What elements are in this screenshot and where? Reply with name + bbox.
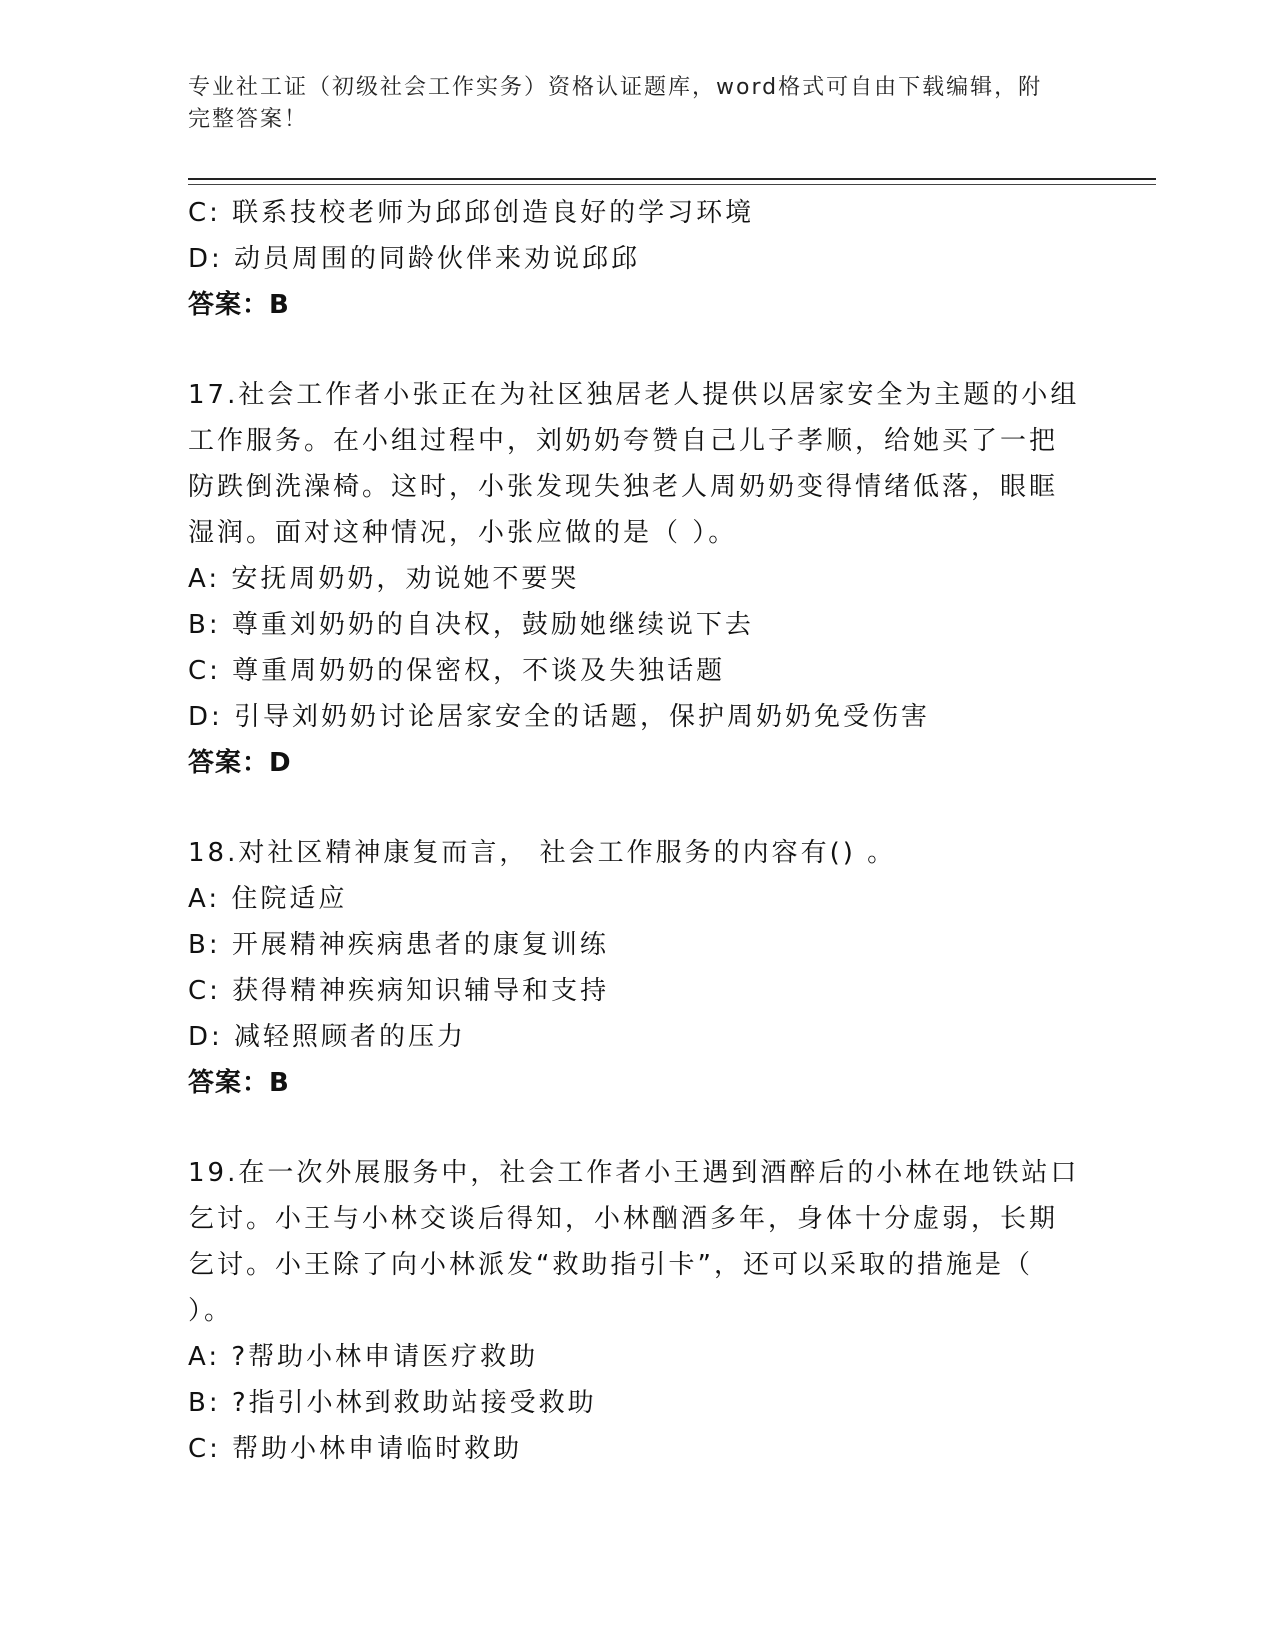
header-line-1: 专业社工证（初级社会工作实务）资格认证题库，word格式可自由下载编辑，附 [188,75,1043,100]
option-b: B: 开展精神疾病患者的康复训练 [188,930,609,960]
question-stem-line: 乞讨。小王除了向小林派发“救助指引卡”，还可以采取的措施是（ [188,1250,1033,1280]
question-stem-line: 17.社会工作者小张正在为社区独居老人提供以居家安全为主题的小组 [188,380,1080,410]
header-divider [188,178,1156,180]
option-a: A: 安抚周奶奶，劝说她不要哭 [188,564,580,594]
option-b: B: 尊重刘奶奶的自决权，鼓励她继续说下去 [188,610,754,640]
option-c: C: 联系技校老师为邱邱创造良好的学习环境 [188,198,755,228]
option-c: C: 获得精神疾病知识辅导和支持 [188,976,610,1006]
option-b: B: ?指引小林到救助站接受救助 [188,1388,597,1418]
option-c: C: 帮助小林申请临时救助 [188,1434,523,1464]
answer: 答案：B [188,1068,290,1098]
question-stem-line: 工作服务。在小组过程中，刘奶奶夸赞自己儿子孝顺，给她买了一把 [188,426,1059,456]
question-stem-line: 19.在一次外展服务中，社会工作者小王遇到酒醉后的小林在地铁站口 [188,1158,1080,1188]
question-stem-line: 湿润。面对这种情况，小张应做的是（ ）。 [188,518,738,548]
option-c: C: 尊重周奶奶的保密权，不谈及失独话题 [188,656,726,686]
answer: 答案：B [188,290,290,320]
option-d: D: 引导刘奶奶讨论居家安全的话题，保护周奶奶免受伤害 [188,702,931,732]
header-divider-thin [188,184,1156,185]
header-line-2: 完整答案！ [188,107,309,132]
page-header [188,72,1068,136]
option-a: A: 住院适应 [188,884,348,914]
question-stem: 18.对社区精神康复而言， 社会工作服务的内容有() 。 [188,838,897,868]
question-stem-line: 乞讨。小王与小林交谈后得知，小林酗酒多年，身体十分虚弱，长期 [188,1204,1059,1234]
question-19 [188,1150,1088,1472]
question-stem-line: ）。 [188,1296,234,1326]
question-18 [188,830,1088,1106]
option-d: D: 动员周围的同龄伙伴来劝说邱邱 [188,244,641,274]
question-list [188,190,1088,1472]
answer: 答案：D [188,748,292,778]
question-16 [188,190,1088,328]
question-stem-line: 防跌倒洗澡椅。这时，小张发现失独老人周奶奶变得情绪低落，眼眶 [188,472,1059,502]
question-17 [188,372,1088,786]
option-a: A: ?帮助小林申请医疗救助 [188,1342,539,1372]
option-d: D: 减轻照顾者的压力 [188,1022,467,1052]
